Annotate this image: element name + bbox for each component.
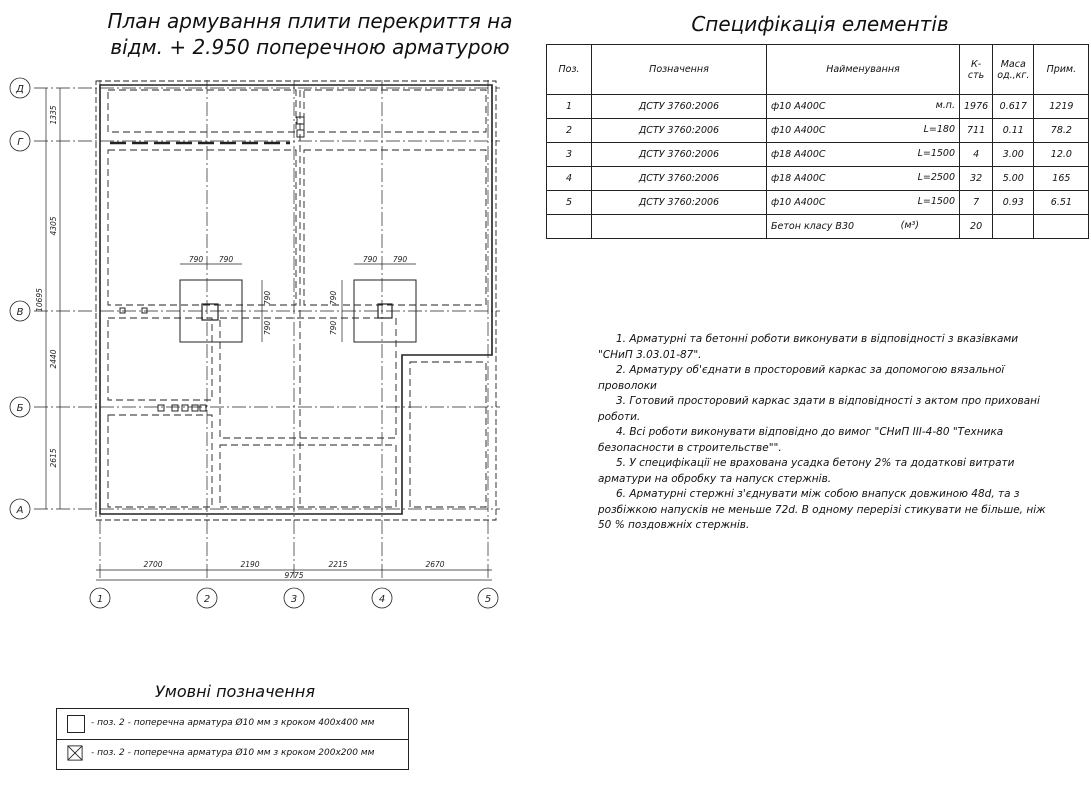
note-1: 1. Арматурні та бетонні роботи виконувати в відповідності з вказівками "СНиП 3.03.01-87". [598,333,1019,361]
dim-790-c: 790 [362,255,378,264]
note-6: 6. Арматурні стержні з'єднувати між собою внапуск довжиною 48d, та з розбіжкою напусків не меньше 72d. В одному перерізі стикувати не більше, ніж 50 % поздовжніх стержнів. [598,488,1046,531]
legend-item-2 [57,739,408,769]
row-name-text: ф10 А400С [771,125,826,136]
row-size: L=2500 [917,172,955,183]
dim-790-d: 790 [392,255,408,264]
dim-total: 9775 [284,571,304,580]
dim-790-v2: 790 [263,320,272,336]
table-row [547,119,1089,143]
legend-title: Умовні позначення [155,682,315,701]
axis-label-5: 5 [484,594,492,605]
dim-bottom-3: 2215 [328,560,348,569]
axis-label-4: 4 [378,594,386,605]
note-2: 2. Арматуру об'єднати в просторовий каркас за допомогою вязальної проволоки [598,364,1005,392]
table-row [547,143,1089,167]
spec-table [546,44,1089,239]
row-mass: 0.617 [993,95,1034,119]
row-name-text: ф10 А400С [771,101,826,112]
concrete-qty: 20 [960,215,993,239]
plan-title [100,8,520,60]
row-name [767,143,960,167]
row-mass: 0.93 [993,191,1034,215]
plan-title-line2: відм. + 2.950 поперечною арматурою [110,35,510,59]
axis-label-B: Б [16,403,24,414]
row-mass: 3.00 [993,143,1034,167]
table-row-concrete [547,215,1089,239]
dim-bottom-1: 2700 [143,560,163,569]
table-row [547,95,1089,119]
dim-bottom-2: 2190 [240,560,260,569]
row-qty: 711 [960,119,993,143]
row-name [767,95,960,119]
dim-bottom-4: 2670 [425,560,445,569]
row-name [767,167,960,191]
dim-left-2: 4305 [49,216,58,236]
general-notes [598,332,1048,534]
row-designation [592,215,767,239]
row-designation: ДСТУ 3760:2006 [592,143,767,167]
row-pos: 1 [547,95,592,119]
row-name [767,119,960,143]
spec-header-qty: К-сть [960,45,993,95]
spec-header-pos: Поз. [547,45,592,95]
reinforcement-plan-drawing [0,60,545,620]
note-3: 3. Готовий просторовий каркас здати в відповідності з актом про приховані роботи. [598,395,1040,423]
dim-left-5: 2615 [49,448,58,468]
spec-header-row [547,45,1089,95]
row-qty: 7 [960,191,993,215]
row-mass: 0.11 [993,119,1034,143]
row-pos: 2 [547,119,592,143]
axis-label-1: 1 [96,594,104,605]
row-name [767,215,960,239]
row-designation: ДСТУ 3760:2006 [592,191,767,215]
dim-790-b: 790 [218,255,234,264]
column-head-right [354,280,416,342]
dim-left-3: 10695 [35,288,44,312]
dim-790-v1: 790 [263,290,272,306]
row-mass [993,215,1034,239]
dim-790-v4: 790 [329,320,338,336]
row-pos: 5 [547,191,592,215]
dim-790-v3: 790 [329,290,338,306]
row-size: L=180 [923,124,955,135]
table-row [547,167,1089,191]
row-name [767,191,960,215]
row-size: L=1500 [917,196,955,207]
axis-label-3: 3 [290,594,298,605]
spec-header-name: Найменування [767,45,960,95]
axis-label-2: 2 [203,594,211,605]
spec-title: Специфікація елементів [691,12,949,36]
row-name-text: ф18 А400С [771,149,826,160]
row-note: 12.0 [1034,143,1089,167]
row-pos [547,215,592,239]
row-qty: 4 [960,143,993,167]
legend-item-1-text: - поз. 2 - поперечна арматура Ø10 мм з кроком 400х400 мм [91,718,375,728]
row-designation: ДСТУ 3760:2006 [592,167,767,191]
dim-left-4: 2440 [49,349,58,369]
spec-header-note: Прим. [1034,45,1089,95]
concrete-unit: (м³) [900,220,919,231]
dim-790-a: 790 [188,255,204,264]
row-size: м.п. [935,100,955,111]
row-qty: 32 [960,167,993,191]
row-note: 165 [1034,167,1089,191]
row-size: L=1500 [917,148,955,159]
row-note: 6.51 [1034,191,1089,215]
spec-header-designation: Позначення [592,45,767,95]
row-mass: 5.00 [993,167,1034,191]
row-designation: ДСТУ 3760:2006 [592,95,767,119]
row-qty: 1976 [960,95,993,119]
row-designation: ДСТУ 3760:2006 [592,119,767,143]
axis-label-V: В [16,307,24,318]
row-note: 1219 [1034,95,1089,119]
concrete-name: Бетон класу В30 [771,221,855,232]
note-5: 5. У специфікації не врахована усадка бетону 2% та додаткові витрати арматури на обробку та напуск стержнів. [598,457,1015,485]
note-4: 4. Всі роботи виконувати відповідно до вимог "СНиП III-4-80 "Техника безопасности в строительстве"". [598,426,1004,454]
table-row [547,191,1089,215]
row-pos: 3 [547,143,592,167]
row-note [1034,215,1089,239]
dim-left-1: 1335 [49,105,58,125]
axis-label-G: Г [17,137,23,148]
legend-box [56,708,409,770]
row-note: 78.2 [1034,119,1089,143]
row-name-text: ф18 А400С [771,173,826,184]
row-name-text: ф10 А400С [771,197,826,208]
row-pos: 4 [547,167,592,191]
spec-header-mass: Маса од.,кг. [993,45,1034,95]
legend-item-2-text: - поз. 2 - поперечна арматура Ø10 мм з кроком 200х200 мм [91,748,375,758]
empty-square-icon [67,715,85,733]
axis-label-A: А [16,505,24,516]
crossed-square-icon [67,745,83,761]
legend-item-1 [57,709,408,740]
axis-label-D: Д [16,84,24,95]
plan-title-line1: План армування плити перекриття на [107,9,513,33]
